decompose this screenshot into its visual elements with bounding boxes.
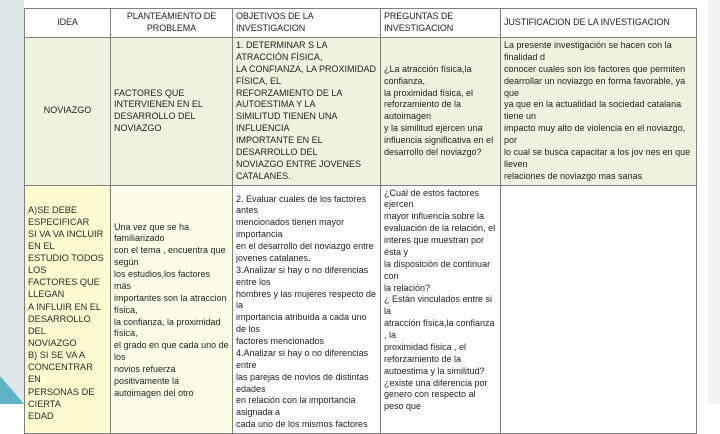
cell-justificacion <box>501 185 697 434</box>
cell-objetivos <box>233 38 381 186</box>
cell-idea <box>25 185 111 434</box>
cell-objetivos-text: 1. DETERMINAR S LA ATRACCIÓN FÍSICA, LA CONFIANZA, LA PROXIMIDAD FÍSICA, EL REFORZAMIENTO DE LA AUTOESTIMA Y LA SIMILITUD TIENEN UNA INFLUENCIA IMPORTANTE EN EL DESARROLLO DEL NOVIAZGO ENTRE JOVENES CATALANES. <box>236 40 377 181</box>
cell-planteamiento <box>111 185 233 434</box>
cell-preguntas <box>381 38 501 186</box>
cell-preguntas-text: ¿Cuál de estos factores ejercen mayor influencia sobre la evaluación de la relación, el interes que muestran por ésta y la disposición de continuar con la relación? ¿ Están vinculados entre si la atracción física,la confianza , la proximidad física , el reforzamiento de la autoestima y la similitud? ¿existe una diferencia por genero con respecto al peso que <box>384 187 496 412</box>
cell-planteamiento-text: Una vez que se ha familiarizado con el tema , encuentra que según los estudios,los factores más importantes son la atraccion física, la confianza, la proximidad física, el grado en que cada uno de los novios refuerza positivamente la autoimagen del otro <box>114 221 229 398</box>
header-planteamiento-text: PLANTEAMIENTO DE PROBLEMA <box>126 11 217 33</box>
cell-idea-text: NOVIAZGO <box>43 105 92 116</box>
slide-corner-accent <box>0 376 24 404</box>
header-preguntas <box>381 9 501 38</box>
table-row <box>25 185 697 434</box>
cell-objetivos-text: 2. Evaluar cuales de los factores antes mencionados tienen mayor importancia en el desarrollo del noviazgo entre jovenes catalanes. 3.Analizar si hay o no diferencias entre los hombres y las mujeres respecto de la importancia atribuida a cada uno de los factores mencionados 4.Analizar si hay o no diferencias entre las parejas de novios de distintas edades en relación con la importancia asignada a cada uno de los mismos factores <box>236 193 377 430</box>
header-idea-text: IDEA <box>57 17 78 28</box>
cell-preguntas-text: ¿La atracción física,la confianza, la proximidad física, el reforzamiento de la autoimagen y la similitud ejercen una influencia significativa en el desarrollo del noviazgo? <box>384 63 494 157</box>
cell-preguntas <box>381 185 501 434</box>
cell-objetivos <box>233 185 381 434</box>
cell-planteamiento <box>111 38 233 186</box>
slide-right-border <box>708 0 720 404</box>
header-preguntas-text: PREGUNTAS DE INVESTIGACION <box>384 11 454 33</box>
cell-idea <box>25 38 111 186</box>
header-planteamiento <box>111 9 233 38</box>
research-table <box>24 8 697 434</box>
cell-planteamiento-text: FACTORES QUE INTERVIENEN EN EL DESARROLLO DEL NOVIAZGO <box>114 87 203 134</box>
cell-idea-text: A)SE DEBE ESPECIFICAR SI VA VA INCLUIR EN EL ESTUDIO TODOS LOS FACTORES QUE LLEGAN A INFLUIR EN EL DESARROLLO DEL NOVIAZGO B) SI SE VA A CONCENTRAR EN PERSONAS DE CIERTA EDAD <box>28 204 104 421</box>
header-objetivos-text: OBJETIVOS DE LA INVESTIGACION <box>236 11 314 33</box>
slide-left-border <box>0 0 24 404</box>
header-justificacion <box>501 9 697 38</box>
header-idea <box>25 9 111 38</box>
header-objetivos <box>233 9 381 38</box>
cell-justificacion-text: La presente investigación se hacen con la finalidad d conocer cuales son los factores que permiten dearrollar un noviazgo en forma favorable, ya que ya que en la actualidad la sociedad catalana tiene un impacto muy alto de violencia en el noviazgo, por lo cual se busca capacitar a los jov nes en que lleven relaciones de noviazgo mas sanas <box>504 40 691 181</box>
header-row <box>25 9 697 38</box>
cell-justificacion <box>501 38 697 186</box>
table-row <box>25 38 697 186</box>
header-justificacion-text: JUSTIFICACION DE LA INVESTIGACION <box>504 17 670 28</box>
